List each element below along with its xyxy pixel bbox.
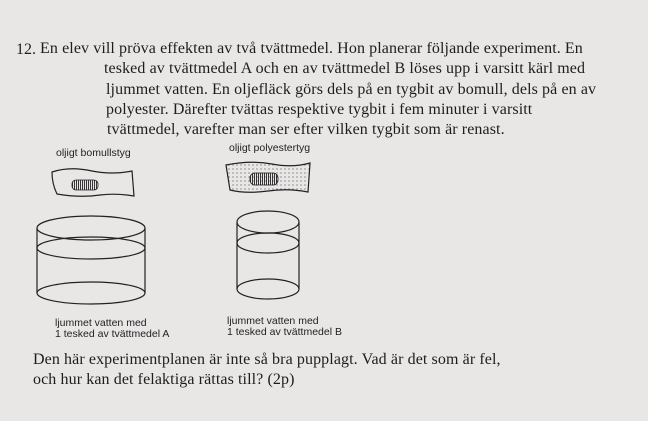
question-text-line-4: polyester. Därefter tvättas respektive tygbit i fem minuter i varsitt — [106, 101, 533, 118]
followup-question-line-2: och hur kan det felaktiga rättas till? (2p) — [33, 371, 295, 388]
question-text-line-1: En elev vill pröva effekten av två tvättmedel. Hon planerar följande experiment. En — [40, 40, 583, 57]
bowl-a-caption-line-1: ljummet vatten med — [55, 317, 147, 329]
question-text-line-5: tvättmedel, varefter man ser efter vilken tygbit som är renast. — [107, 121, 505, 138]
bowl-a-caption — [55, 318, 169, 340]
bowl-b — [237, 211, 299, 299]
question-number: 12. — [16, 41, 36, 58]
oil-stain-polyester — [250, 173, 278, 185]
bowl-b-caption-line-1: ljummet vatten med — [227, 315, 319, 327]
bowl-b-caption-line-2: 1 tesked av tvättmedel B — [227, 326, 342, 338]
polyester-label: oljigt polyestertyg — [229, 142, 311, 154]
cotton-cloth — [52, 169, 134, 197]
bowl-b-caption — [227, 316, 342, 338]
bowl-a — [37, 216, 145, 304]
polyester-cloth — [226, 162, 310, 192]
followup-question-line-1: Den här experimentplanen är inte så bra pupplagt. Vad är det som är fel, — [33, 351, 501, 368]
question-text-line-2: tesked av tvättmedel A och en av tvättmedel B löses upp i varsitt kärl med — [104, 60, 586, 77]
bowl-a-caption-line-2: 1 tesked av tvättmedel A — [55, 328, 170, 340]
question-text-line-3: ljummet vatten. En oljefläck görs dels på en tygbit av bomull, dels på en av — [106, 81, 597, 98]
oil-stain-cotton — [72, 180, 98, 190]
cotton-label: oljigt bomullstyg — [56, 147, 131, 159]
